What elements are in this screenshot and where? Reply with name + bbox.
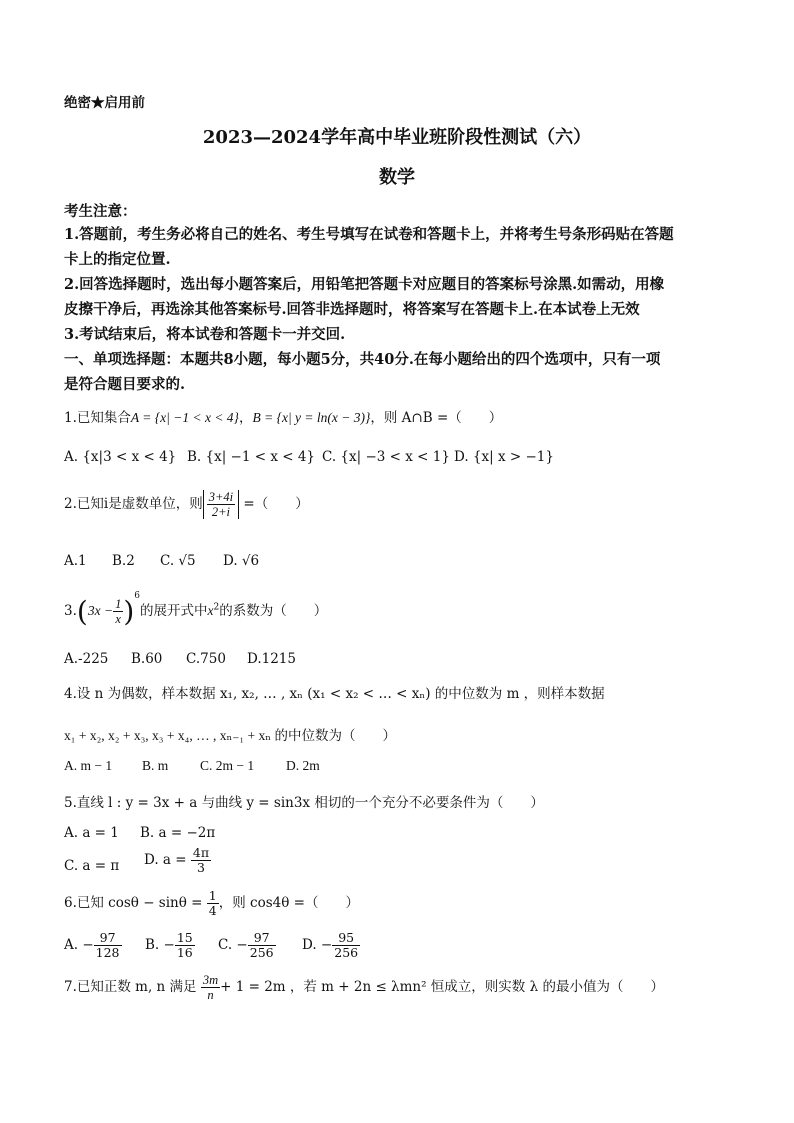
q6-option-d <box>302 931 360 960</box>
q6-option-c-numerator: 97 <box>248 931 276 946</box>
q7-prefix: 7.已知正数 m, n 满足 <box>64 979 197 995</box>
q2-denominator: 2+i <box>211 505 230 519</box>
question-4-line-2: x₁ + x₂, x₂ + x₃, x₃ + x₄, … , xₙ₋₁ + xₙ 的中位数为（ ） <box>64 728 396 743</box>
notice-item-3: 3.考试结束后，将本试卷和答题卡一并交回. <box>64 326 346 343</box>
q6-option-d-fraction <box>332 931 360 960</box>
notice-item-2-line-2: 皮擦干净后，再选涂其他答案标号.回答非选择题时，将答案写在答题卡上.在本试卷上无效 <box>64 301 640 318</box>
q6-option-b-fraction <box>175 931 195 960</box>
section-1-line-1: 一、单项选择题：本题共8小题，每小题5分，共40分.在每小题给出的四个选项中，只有一项 <box>64 351 661 368</box>
notice-item-1-line-1: 1.答题前，考生务必将自己的姓名、考生号填写在试卷和答题卡上，并将考生号条形码贴在答题 <box>64 226 674 243</box>
q5-option-b: B. a = −2π <box>140 825 216 841</box>
q7-fraction <box>201 973 220 1002</box>
question-5-stem: 5.直线 l : y = 3x + a 与曲线 y = sin3x 相切的一个充分不必要条件为（ ） <box>64 795 544 811</box>
q1-option-a: A. {x|3 < x < 4} <box>64 449 177 465</box>
notice-item-1-line-2: 卡上的指定位置. <box>64 251 171 268</box>
q1-option-b: B. {x| −1 < x < 4} <box>187 449 316 465</box>
q5-option-d <box>144 846 211 875</box>
q1-suffix: ，则 A∩B =（ ） <box>370 410 503 426</box>
q6-option-a <box>64 931 122 960</box>
q2-suffix: =（ ） <box>239 496 309 512</box>
confidential-label: 绝密★启用前 <box>64 95 145 111</box>
q2-option-a: A.1 <box>64 553 87 569</box>
q2-prefix: 2.已知i是虚数单位，则 <box>64 496 203 512</box>
q5-option-d-numerator: 4π <box>192 845 210 860</box>
question-2-stem <box>64 490 309 519</box>
q1-set-b: B = {x| y = ln(x − 3)} <box>252 410 371 425</box>
q6-option-a-fraction <box>94 931 122 960</box>
notice-item-2-line-1: 2.回答选择题时，选出每小题答案后，用铅笔把答题卡对应题目的答案标号涂黑.如需动，用橡 <box>64 276 665 293</box>
question-3-stem: 3.(3x − $\frac{1}{x}$ )$^6$的展开式中$x^2$的系数为（ ） <box>64 590 328 628</box>
q6-option-b-prefix: B. − <box>145 937 175 953</box>
q3-power: 6 <box>134 590 140 601</box>
section-1-line-2: 是符合题目要求的. <box>64 376 186 393</box>
q6-option-c-fraction <box>248 931 276 960</box>
exam-title: 2023—2024学年高中毕业班阶段性测试（六） <box>202 127 592 148</box>
q5-option-a: A. a = 1 <box>64 825 119 841</box>
q3-denominator: x <box>115 612 121 626</box>
q6-fraction <box>207 889 219 918</box>
q6-suffix: ，则 cos4θ =（ ） <box>218 895 359 911</box>
q3-term: x <box>207 603 214 618</box>
q5-option-d-denominator: 3 <box>196 860 205 875</box>
q6-option-c-prefix: C. − <box>218 937 248 953</box>
q3-term-power: 2 <box>213 602 220 613</box>
question-1-stem: 1.已知集合A = {x| −1 < x < 4}，B = {x| y = ln(x − 3)}，则 A∩B =（ ） <box>64 410 503 426</box>
q6-denominator: 4 <box>208 903 217 918</box>
q4-option-c: C. 2m − 1 <box>200 758 255 773</box>
q3-suffix: 的系数为（ ） <box>219 603 328 619</box>
notice-heading: 考生注意： <box>64 203 137 220</box>
q6-option-c <box>218 931 276 960</box>
q6-prefix: 6.已知 cosθ − sinθ = <box>64 895 203 911</box>
q4-option-b: B. m <box>142 758 169 773</box>
q3-numerator: 1 <box>115 597 122 611</box>
q2-option-d: D. √6 <box>223 553 260 569</box>
q5-option-c: C. a = π <box>64 858 120 874</box>
q3-option-c: C.750 <box>186 651 226 667</box>
question-4-line-1: 4.设 n 为偶数，样本数据 x₁, x₂, … , xₙ (x₁ < x₂ < … < xₙ) 的中位数为 m ，则样本数据 <box>64 686 605 702</box>
q2-option-c: C. √5 <box>160 553 196 569</box>
q3-fraction <box>113 597 123 626</box>
q4-option-a: A. m − 1 <box>64 758 113 773</box>
question-7-stem <box>64 973 664 1002</box>
question-6-stem <box>64 889 359 918</box>
q6-numerator: 1 <box>208 888 217 903</box>
q6-option-a-prefix: A. − <box>64 937 94 953</box>
q2-option-b: B.2 <box>112 553 135 569</box>
q3-middle: 的展开式中 <box>139 603 208 619</box>
q1-option-c: C. {x| −3 < x < 1} <box>322 449 450 465</box>
q6-option-b <box>145 931 195 960</box>
q5-option-d-fraction <box>191 846 211 875</box>
q6-option-d-denominator: 256 <box>334 945 359 960</box>
q6-option-c-denominator: 256 <box>249 945 274 960</box>
q6-option-b-denominator: 16 <box>176 945 193 960</box>
q7-numerator: 3m <box>202 973 219 987</box>
q7-denominator: n <box>207 988 214 1002</box>
q2-absolute-value <box>203 490 239 519</box>
q7-suffix: + 1 = 2m ，若 m + 2n ≤ λmn² 恒成立，则实数 λ 的最小值为（ ） <box>220 979 664 995</box>
q1-prefix: 1.已知集合 <box>64 410 131 426</box>
q3-option-b: B.60 <box>131 651 163 667</box>
subject-title: 数学 <box>379 167 415 188</box>
q1-option-d: D. {x| x > −1} <box>454 449 554 465</box>
q3-expression: 3x − <box>87 603 114 618</box>
q6-option-b-numerator: 15 <box>176 930 193 945</box>
q6-option-a-numerator: 97 <box>94 931 122 946</box>
q6-option-d-prefix: D. − <box>302 937 333 953</box>
q6-option-d-numerator: 95 <box>332 931 360 946</box>
q1-set-a: A = {x| −1 < x < 4} <box>130 410 239 425</box>
q5-option-d-prefix: D. a = <box>144 852 187 868</box>
q3-option-a: A.-225 <box>64 651 109 667</box>
q2-numerator: 3+4i <box>208 490 234 504</box>
q3-prefix: 3. <box>64 603 77 619</box>
q6-option-a-denominator: 128 <box>95 945 120 960</box>
q2-fraction <box>207 490 235 519</box>
q3-option-d: D.1215 <box>247 651 296 667</box>
q4-option-d: D. 2m <box>286 758 320 773</box>
